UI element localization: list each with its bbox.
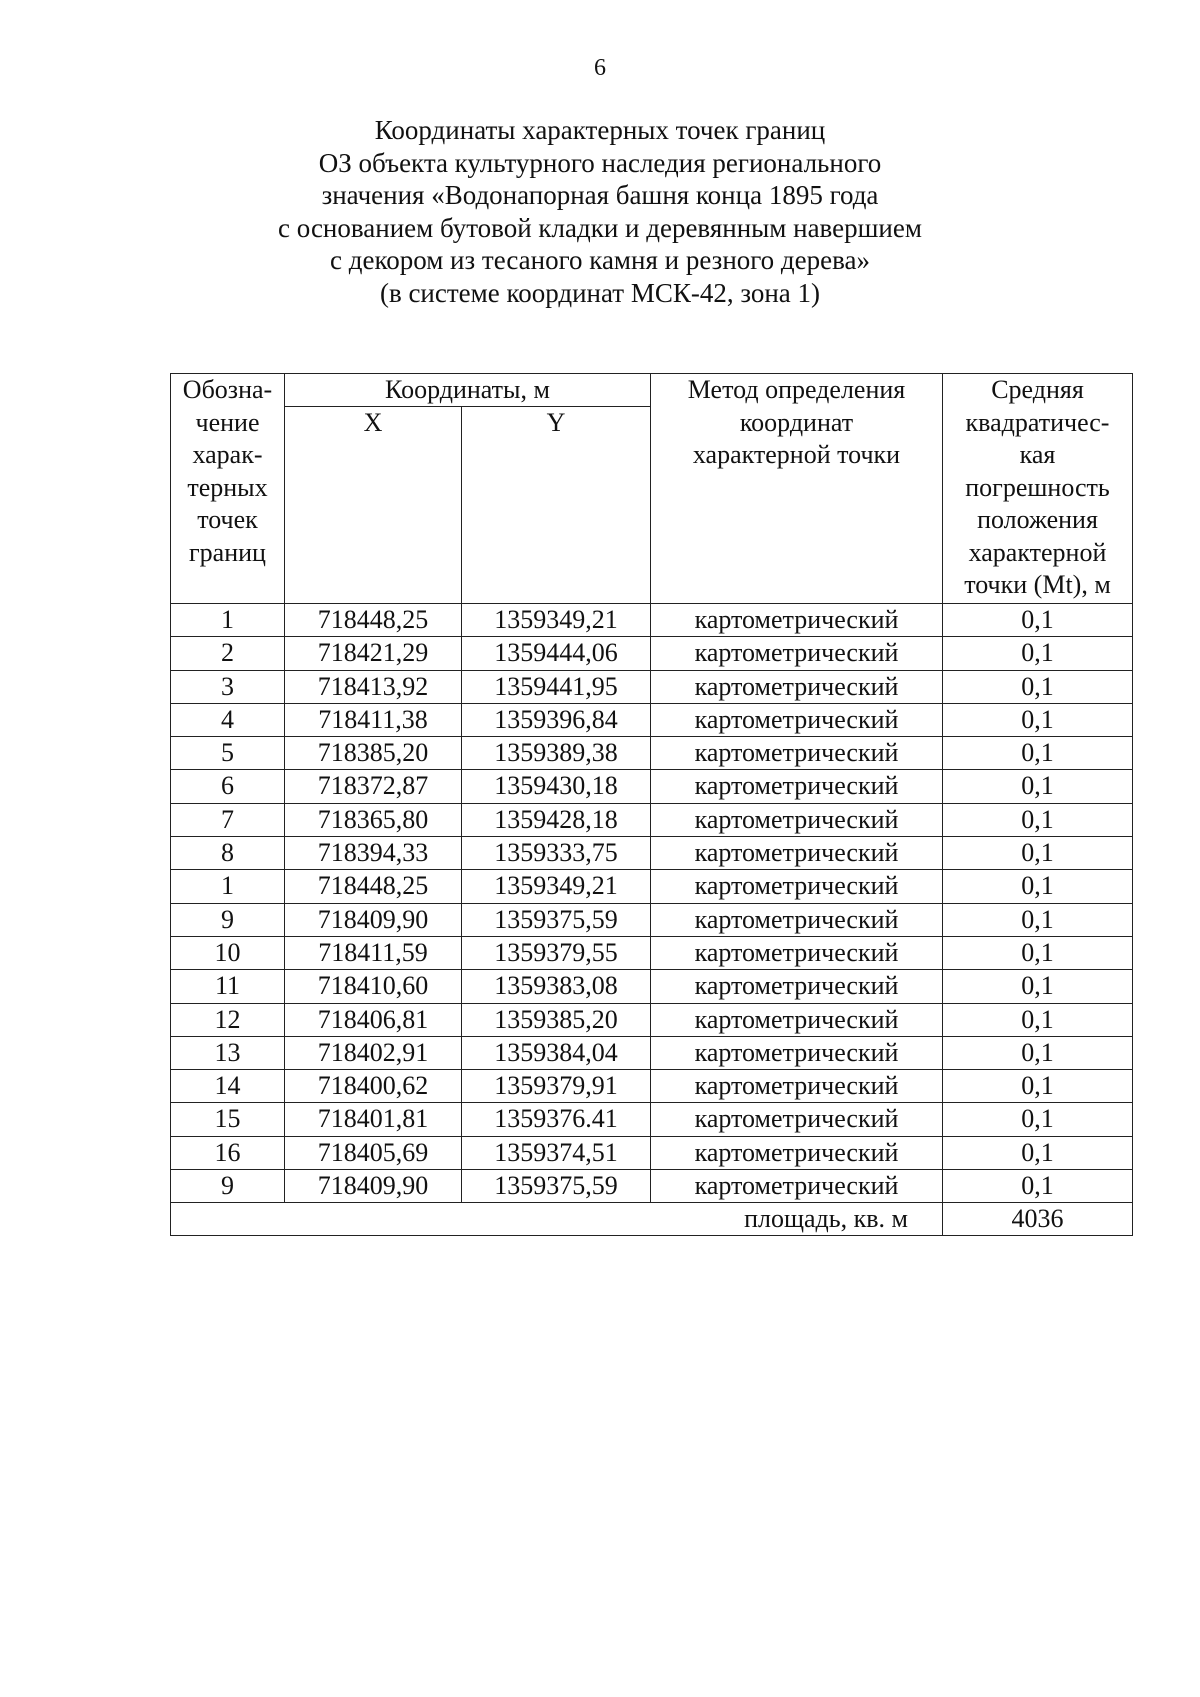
x-coordinate-cell: 718413,92 xyxy=(285,670,462,703)
y-coordinate-cell: 1359384,04 xyxy=(462,1036,651,1069)
table-row xyxy=(171,903,1133,936)
title-line: Координаты характерных точек границ xyxy=(374,115,826,145)
header-text: Обозна- xyxy=(182,375,273,404)
point-cell: 9 xyxy=(171,903,285,936)
x-coordinate-cell: 718394,33 xyxy=(285,837,462,870)
header-method xyxy=(651,374,943,604)
method-cell: картометрический xyxy=(651,837,943,870)
table-row xyxy=(171,703,1133,736)
header-x: X xyxy=(285,407,462,604)
header-text: координат xyxy=(739,407,854,437)
y-coordinate-cell: 1359379,55 xyxy=(462,936,651,969)
header-text: Средняя xyxy=(991,375,1084,404)
error-cell: 0,1 xyxy=(943,1170,1133,1203)
table-row xyxy=(171,737,1133,770)
y-coordinate-cell: 1359375,59 xyxy=(462,1170,651,1203)
x-coordinate-cell: 718365,80 xyxy=(285,803,462,836)
header-coordinates: Координаты, м xyxy=(285,374,651,407)
header-y: Y xyxy=(462,407,651,604)
table-row xyxy=(171,837,1133,870)
y-coordinate-cell: 1359396,84 xyxy=(462,703,651,736)
error-cell: 0,1 xyxy=(943,1003,1133,1036)
y-coordinate-cell: 1359374,51 xyxy=(462,1136,651,1169)
error-cell: 0,1 xyxy=(943,970,1133,1003)
header-text: терных xyxy=(187,472,268,502)
method-cell: картометрический xyxy=(651,903,943,936)
error-cell: 0,1 xyxy=(943,837,1133,870)
y-coordinate-cell: 1359376.41 xyxy=(462,1103,651,1136)
table-header xyxy=(171,374,1133,604)
error-cell: 0,1 xyxy=(943,670,1133,703)
header-text: характерной xyxy=(968,537,1107,567)
x-coordinate-cell: 718406,81 xyxy=(285,1003,462,1036)
point-cell: 16 xyxy=(171,1136,285,1169)
method-cell: картометрический xyxy=(651,1136,943,1169)
header-text: характерной точки xyxy=(692,440,901,469)
table-row xyxy=(171,803,1133,836)
point-cell: 11 xyxy=(171,970,285,1003)
error-cell: 0,1 xyxy=(943,803,1133,836)
page-number: 6 xyxy=(594,55,606,81)
error-cell: 0,1 xyxy=(943,1036,1133,1069)
point-cell: 4 xyxy=(171,703,285,736)
x-coordinate-cell: 718372,87 xyxy=(285,770,462,803)
point-cell: 1 xyxy=(171,604,285,637)
table-row xyxy=(171,637,1133,670)
x-coordinate-cell: 718405,69 xyxy=(285,1136,462,1169)
method-cell: картометрический xyxy=(651,1103,943,1136)
area-label: площадь, кв. м xyxy=(171,1203,943,1236)
table-row xyxy=(171,770,1133,803)
point-cell: 8 xyxy=(171,837,285,870)
point-cell: 10 xyxy=(171,936,285,969)
error-cell: 0,1 xyxy=(943,770,1133,803)
point-cell: 15 xyxy=(171,1103,285,1136)
y-coordinate-cell: 1359349,21 xyxy=(462,870,651,903)
method-cell: картометрический xyxy=(651,604,943,637)
method-cell: картометрический xyxy=(651,737,943,770)
error-cell: 0,1 xyxy=(943,604,1133,637)
header-error xyxy=(943,374,1133,604)
point-cell: 6 xyxy=(171,770,285,803)
header-text: кая xyxy=(1019,440,1056,469)
method-cell: картометрический xyxy=(651,770,943,803)
table-row xyxy=(171,936,1133,969)
table-row xyxy=(171,1103,1133,1136)
method-cell: картометрический xyxy=(651,637,943,670)
y-coordinate-cell: 1359385,20 xyxy=(462,1003,651,1036)
error-cell: 0,1 xyxy=(943,1070,1133,1103)
error-cell: 0,1 xyxy=(943,903,1133,936)
x-coordinate-cell: 718421,29 xyxy=(285,637,462,670)
method-cell: картометрический xyxy=(651,870,943,903)
header-text: харак- xyxy=(192,440,263,469)
y-coordinate-cell: 1359333,75 xyxy=(462,837,651,870)
header-text: границ xyxy=(189,537,266,567)
method-cell: картометрический xyxy=(651,1036,943,1069)
y-coordinate-cell: 1359430,18 xyxy=(462,770,651,803)
method-cell: картометрический xyxy=(651,803,943,836)
point-cell: 3 xyxy=(171,670,285,703)
method-cell: картометрический xyxy=(651,1170,943,1203)
coordinates-table xyxy=(170,373,1133,1236)
header-text: Метод определения xyxy=(687,375,906,404)
y-coordinate-cell: 1359349,21 xyxy=(462,604,651,637)
method-cell: картометрический xyxy=(651,703,943,736)
method-cell: картометрический xyxy=(651,1070,943,1103)
header-text: точек xyxy=(197,505,258,534)
table-row xyxy=(171,604,1133,637)
table-body xyxy=(171,604,1133,1203)
x-coordinate-cell: 718448,25 xyxy=(285,604,462,637)
x-coordinate-cell: 718385,20 xyxy=(285,737,462,770)
method-cell: картометрический xyxy=(651,936,943,969)
error-cell: 0,1 xyxy=(943,936,1133,969)
x-coordinate-cell: 718409,90 xyxy=(285,903,462,936)
error-cell: 0,1 xyxy=(943,1103,1133,1136)
header-text: погрешность xyxy=(965,472,1110,502)
table-row xyxy=(171,670,1133,703)
point-cell: 12 xyxy=(171,1003,285,1036)
point-cell: 13 xyxy=(171,1036,285,1069)
point-cell: 2 xyxy=(171,637,285,670)
table-row xyxy=(171,1003,1133,1036)
x-coordinate-cell: 718402,91 xyxy=(285,1036,462,1069)
area-row xyxy=(171,1203,1133,1236)
y-coordinate-cell: 1359441,95 xyxy=(462,670,651,703)
x-coordinate-cell: 718448,25 xyxy=(285,870,462,903)
point-cell: 5 xyxy=(171,737,285,770)
header-text: точки (Mt), м xyxy=(964,570,1111,599)
table-row xyxy=(171,1070,1133,1103)
title-line: с основанием бутовой кладки и деревянным навершием xyxy=(278,212,922,243)
table-row xyxy=(171,970,1133,1003)
table-row xyxy=(171,1136,1133,1169)
error-cell: 0,1 xyxy=(943,737,1133,770)
point-cell: 7 xyxy=(171,803,285,836)
y-coordinate-cell: 1359428,18 xyxy=(462,803,651,836)
table-row xyxy=(171,870,1133,903)
table-row xyxy=(171,1170,1133,1203)
x-coordinate-cell: 718401,81 xyxy=(285,1103,462,1136)
point-cell: 9 xyxy=(171,1170,285,1203)
method-cell: картометрический xyxy=(651,670,943,703)
header-designation xyxy=(171,374,285,604)
method-cell: картометрический xyxy=(651,1003,943,1036)
error-cell: 0,1 xyxy=(943,703,1133,736)
area-value: 4036 xyxy=(943,1203,1133,1236)
x-coordinate-cell: 718400,62 xyxy=(285,1070,462,1103)
x-coordinate-cell: 718411,38 xyxy=(285,703,462,736)
y-coordinate-cell: 1359379,91 xyxy=(462,1070,651,1103)
y-coordinate-cell: 1359444,06 xyxy=(462,637,651,670)
y-coordinate-cell: 1359375,59 xyxy=(462,903,651,936)
title-line: значения «Водонапорная башня конца 1895 года xyxy=(321,180,879,210)
error-cell: 0,1 xyxy=(943,870,1133,903)
title-line: (в системе координат МСК-42, зона 1) xyxy=(379,277,821,308)
title-line: с декором из тесаного камня и резного дерева» xyxy=(330,245,870,275)
x-coordinate-cell: 718411,59 xyxy=(285,936,462,969)
method-cell: картометрический xyxy=(651,970,943,1003)
document-title xyxy=(0,114,1200,309)
title-line: ОЗ объекта культурного наследия регионального xyxy=(318,147,882,178)
header-text: чение xyxy=(195,407,260,437)
point-cell: 14 xyxy=(171,1070,285,1103)
x-coordinate-cell: 718410,60 xyxy=(285,970,462,1003)
x-coordinate-cell: 718409,90 xyxy=(285,1170,462,1203)
error-cell: 0,1 xyxy=(943,637,1133,670)
header-text: квадратичес- xyxy=(965,407,1110,437)
header-text: положения xyxy=(977,505,1098,534)
y-coordinate-cell: 1359383,08 xyxy=(462,970,651,1003)
table-row xyxy=(171,1036,1133,1069)
point-cell: 1 xyxy=(171,870,285,903)
error-cell: 0,1 xyxy=(943,1136,1133,1169)
y-coordinate-cell: 1359389,38 xyxy=(462,737,651,770)
